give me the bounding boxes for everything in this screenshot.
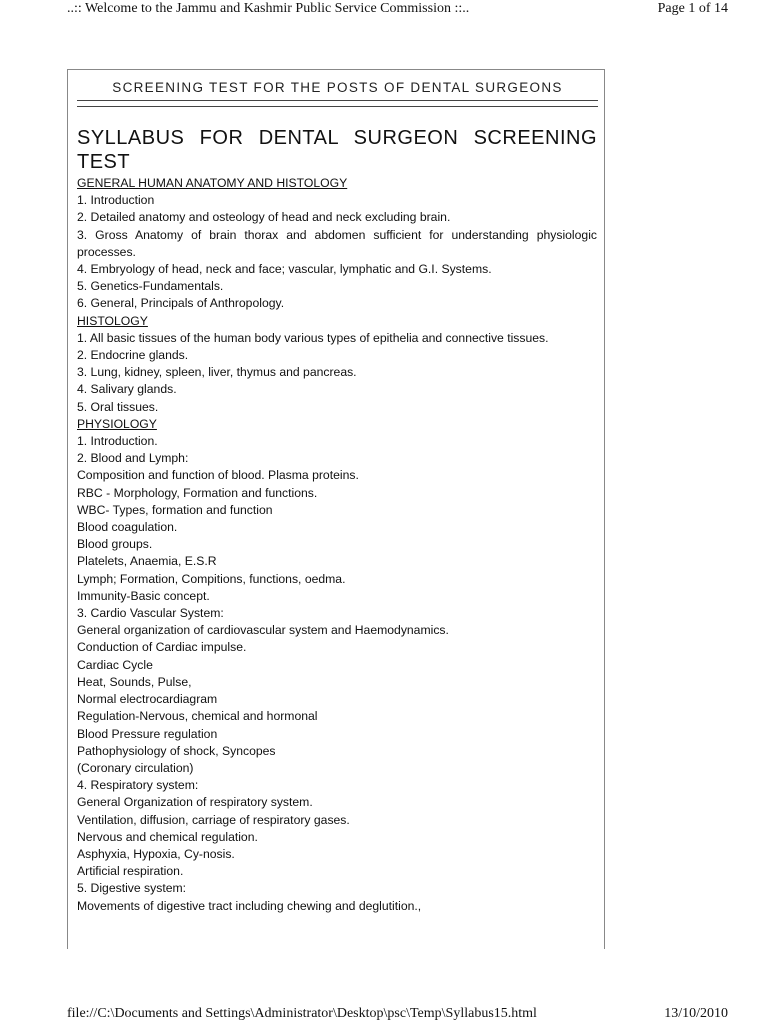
banner-rule-top bbox=[77, 100, 598, 101]
syllabus-line: 3. Cardio Vascular System: bbox=[77, 606, 224, 621]
syllabus-line: 1. All basic tissues of the human body various types of epithelia and connective tissues. bbox=[77, 330, 549, 345]
print-header-title: ..:: Welcome to the Jammu and Kashmir Public Service Commission ::.. bbox=[67, 1, 470, 16]
banner-rule-bottom bbox=[77, 106, 598, 107]
syllabus-line: Conduction of Cardiac impulse. bbox=[77, 640, 247, 655]
syllabus-sections bbox=[77, 175, 597, 915]
section-heading: GENERAL HUMAN ANATOMY AND HISTOLOGY bbox=[77, 176, 348, 190]
syllabus-line: 4. Respiratory system: bbox=[77, 778, 199, 793]
syllabus-line: 2. Endocrine glands. bbox=[77, 348, 189, 363]
syllabus-line: RBC - Morphology, Formation and functions. bbox=[77, 485, 318, 500]
syllabus-line: Pathophysiology of shock, Syncopes bbox=[77, 743, 276, 758]
syllabus-section bbox=[77, 175, 597, 313]
syllabus-line: 3. Gross Anatomy of brain thorax and abdomen sufficient for understanding physiologic processes. bbox=[77, 227, 597, 259]
syllabus-line: Heat, Sounds, Pulse, bbox=[77, 674, 192, 689]
syllabus-line: 1. Introduction bbox=[77, 193, 155, 208]
syllabus-line: Normal electrocardiagram bbox=[77, 692, 218, 707]
syllabus-content bbox=[77, 126, 597, 915]
syllabus-line: 6. General, Principals of Anthropology. bbox=[77, 296, 285, 311]
syllabus-line: General Organization of respiratory system. bbox=[77, 795, 313, 810]
syllabus-line: General organization of cardiovascular system and Haemodynamics. bbox=[77, 623, 449, 638]
file-path: file://C:\Documents and Settings\Administrator\Desktop\psc\Temp\Syllabus15.html bbox=[67, 1006, 537, 1021]
syllabus-line: Artificial respiration. bbox=[77, 864, 184, 879]
syllabus-line: Movements of digestive tract including chewing and deglutition., bbox=[77, 898, 422, 913]
syllabus-line: Blood coagulation. bbox=[77, 520, 178, 535]
syllabus-line: WBC- Types, formation and function bbox=[77, 502, 273, 517]
syllabus-line: Blood groups. bbox=[77, 537, 153, 552]
syllabus-title: SYLLABUS FOR DENTAL SURGEON SCREENING TEST bbox=[77, 127, 597, 173]
syllabus-line: 4. Embryology of head, neck and face; vascular, lymphatic and G.I. Systems. bbox=[77, 262, 492, 277]
section-heading: PHYSIOLOGY bbox=[77, 416, 157, 431]
syllabus-section bbox=[77, 416, 597, 915]
syllabus-line: Composition and function of blood. Plasma proteins. bbox=[77, 468, 359, 483]
syllabus-line: 4. Salivary glands. bbox=[77, 382, 177, 397]
syllabus-line: Regulation-Nervous, chemical and hormonal bbox=[77, 709, 318, 724]
syllabus-line: 3. Lung, kidney, spleen, liver, thymus and pancreas. bbox=[77, 365, 357, 380]
syllabus-line: Blood Pressure regulation bbox=[77, 726, 218, 741]
syllabus-line: Immunity-Basic concept. bbox=[77, 588, 210, 603]
syllabus-line: Asphyxia, Hypoxia, Cy-nosis. bbox=[77, 846, 235, 861]
syllabus-line: 1. Introduction. bbox=[77, 434, 158, 449]
syllabus-line: 2. Blood and Lymph: bbox=[77, 451, 189, 466]
syllabus-line: Nervous and chemical regulation. bbox=[77, 829, 258, 844]
section-heading: HISTOLOGY bbox=[77, 313, 148, 328]
syllabus-section bbox=[77, 313, 597, 416]
syllabus-line: Lymph; Formation, Compitions, functions, oedma. bbox=[77, 571, 346, 586]
syllabus-line: Platelets, Anaemia, E.S.R bbox=[77, 554, 217, 569]
syllabus-line: Ventilation, diffusion, carriage of respiratory gases. bbox=[77, 812, 350, 827]
syllabus-line: 5. Oral tissues. bbox=[77, 399, 159, 414]
syllabus-line: Cardiac Cycle bbox=[77, 657, 153, 672]
syllabus-line: (Coronary circulation) bbox=[77, 760, 194, 775]
syllabus-line: 2. Detailed anatomy and osteology of head and neck excluding brain. bbox=[77, 210, 451, 225]
syllabus-line: 5. Digestive system: bbox=[77, 881, 187, 896]
document-banner: SCREENING TEST FOR THE POSTS OF DENTAL SURGEONS bbox=[112, 80, 563, 95]
document-frame bbox=[67, 69, 605, 949]
page-number: Page 1 of 14 bbox=[657, 1, 728, 16]
syllabus-line: 5. Genetics-Fundamentals. bbox=[77, 279, 224, 294]
print-date: 13/10/2010 bbox=[664, 1006, 728, 1021]
